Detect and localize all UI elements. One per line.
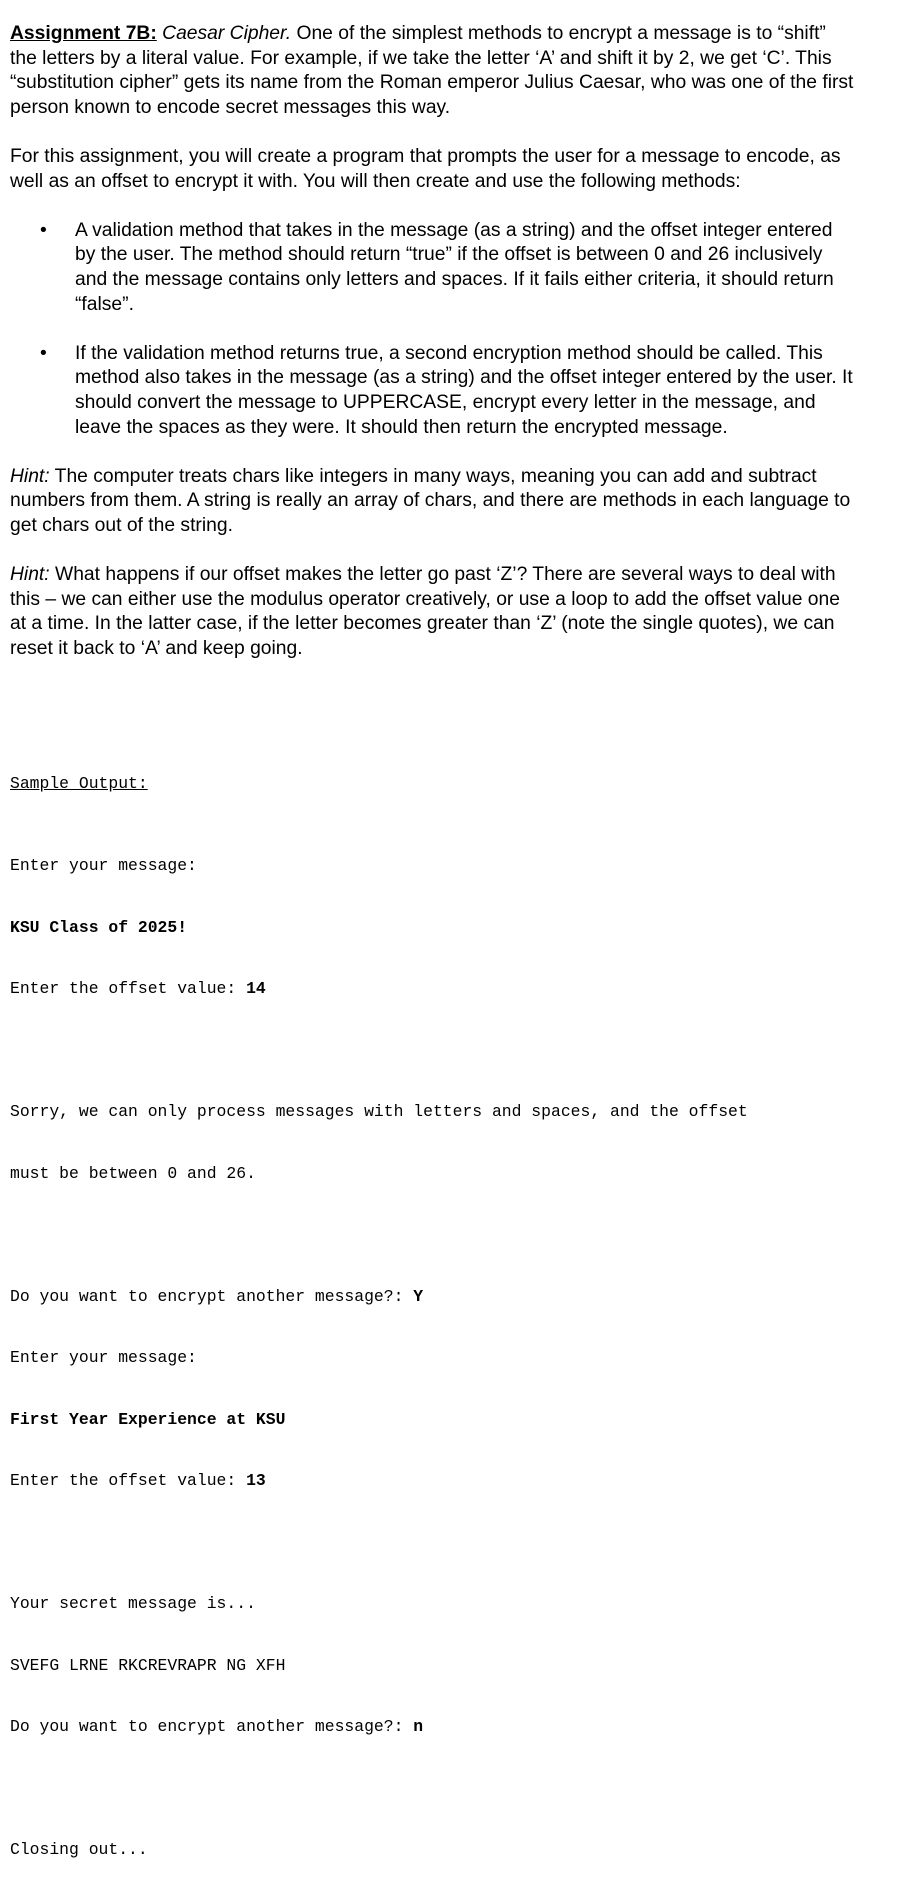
hint-text: What happens if our offset makes the letter go past ‘Z’? There are several ways to deal with this – we can either use the modulus operator creatively, or use a loop to add the offset value one at a time. In the latter case, if the letter becomes greater than ‘Z’ (note the single quotes), we can reset it back to ‘A’ and keep going. (10, 564, 840, 659)
hint-text: The computer treats chars like integers in many ways, meaning you can add and subtract numbers from them. A string is really an array of chars, and there are methods in each language to get chars out of the string. (10, 465, 851, 536)
list-item-text: If the validation method returns true, a second encryption method should be called. This method also takes in the message (as a string) and the offset integer entered by the user. It should convert the message to UPPERCASE, encrypt every letter in the message, and leave the spaces as they were. It should then return the encrypted message. (75, 342, 853, 438)
console-prompt: Enter the offset value: (10, 1471, 247, 1490)
hint-label: Hint: (10, 465, 50, 487)
sample-output (10, 733, 748, 1881)
console-user-input: n (413, 1717, 424, 1736)
console-prompt: Enter the offset value: (10, 979, 247, 998)
console-line: SVEFG LRNE RKCREVRAPR NG XFH (10, 1655, 286, 1675)
console-blank (10, 1225, 748, 1246)
bullet-icon: • (40, 219, 47, 241)
console-prompt: Do you want to encrypt another message?: (10, 1286, 414, 1306)
list-item (10, 342, 855, 440)
task-paragraph: For this assignment, you will create a program that prompts the user for a message to encode, as well as an offset to encrypt it with. You will then create and use the following methods: (10, 145, 841, 192)
list-item-text: A validation method that takes in the message (as a string) and the offset integer entered by the user. The method should return “true” if the offset is between 0 and 26 inclusively and the message contains only letters and spaces. If it fails either criteria, it should return “false”. (75, 219, 834, 315)
bullet-icon: • (40, 342, 47, 364)
console-user-input: First Year Experience at KSU (10, 1409, 286, 1429)
requirements-list (10, 219, 855, 440)
console-blank (10, 1779, 748, 1800)
console-user-input: 13 (246, 1471, 266, 1490)
assignment-document (10, 22, 855, 661)
console-line: must be between 0 and 26. (10, 1163, 256, 1183)
console-line (10, 979, 748, 1000)
hint-paragraph-2 (10, 563, 855, 661)
console-user-input: KSU Class of 2025! (10, 917, 188, 937)
console-line (10, 1717, 748, 1738)
intro-text: One of the simplest methods to encrypt a message is to “shift” the letters by a literal value. For example, if we take the letter ‘A’ and shift it by 2, we get ‘C’. This “substitution cipher” gets its name from the Roman emperor Julius Caesar, who was one of the first person known to encode secret messages this way. (10, 23, 854, 118)
console-line: Sorry, we can only process messages with letters and spaces, and the offset (10, 1102, 748, 1121)
console-user-input: 14 (246, 979, 266, 998)
console-blank (10, 1533, 748, 1554)
console-line: Closing out... (10, 1840, 148, 1859)
assignment-subtitle: Caesar Cipher. (162, 23, 292, 44)
assignment-title: Assignment 7B: (10, 23, 157, 44)
hint-label: Hint: (10, 564, 50, 586)
hint-paragraph-1 (10, 465, 855, 539)
console-line (10, 1471, 748, 1492)
console-blank (10, 1041, 748, 1062)
console-prompt: Do you want to encrypt another message?: (10, 1717, 414, 1736)
console-line (10, 1287, 748, 1308)
console-line: Enter your message: (10, 1348, 197, 1367)
list-item (10, 219, 855, 317)
console-user-input: Y (413, 1286, 424, 1306)
console-line: Enter your message: (10, 856, 197, 875)
sample-output-title: Sample Output: (10, 774, 148, 793)
intro-paragraph (10, 22, 855, 120)
console-line: Your secret message is... (10, 1594, 256, 1613)
